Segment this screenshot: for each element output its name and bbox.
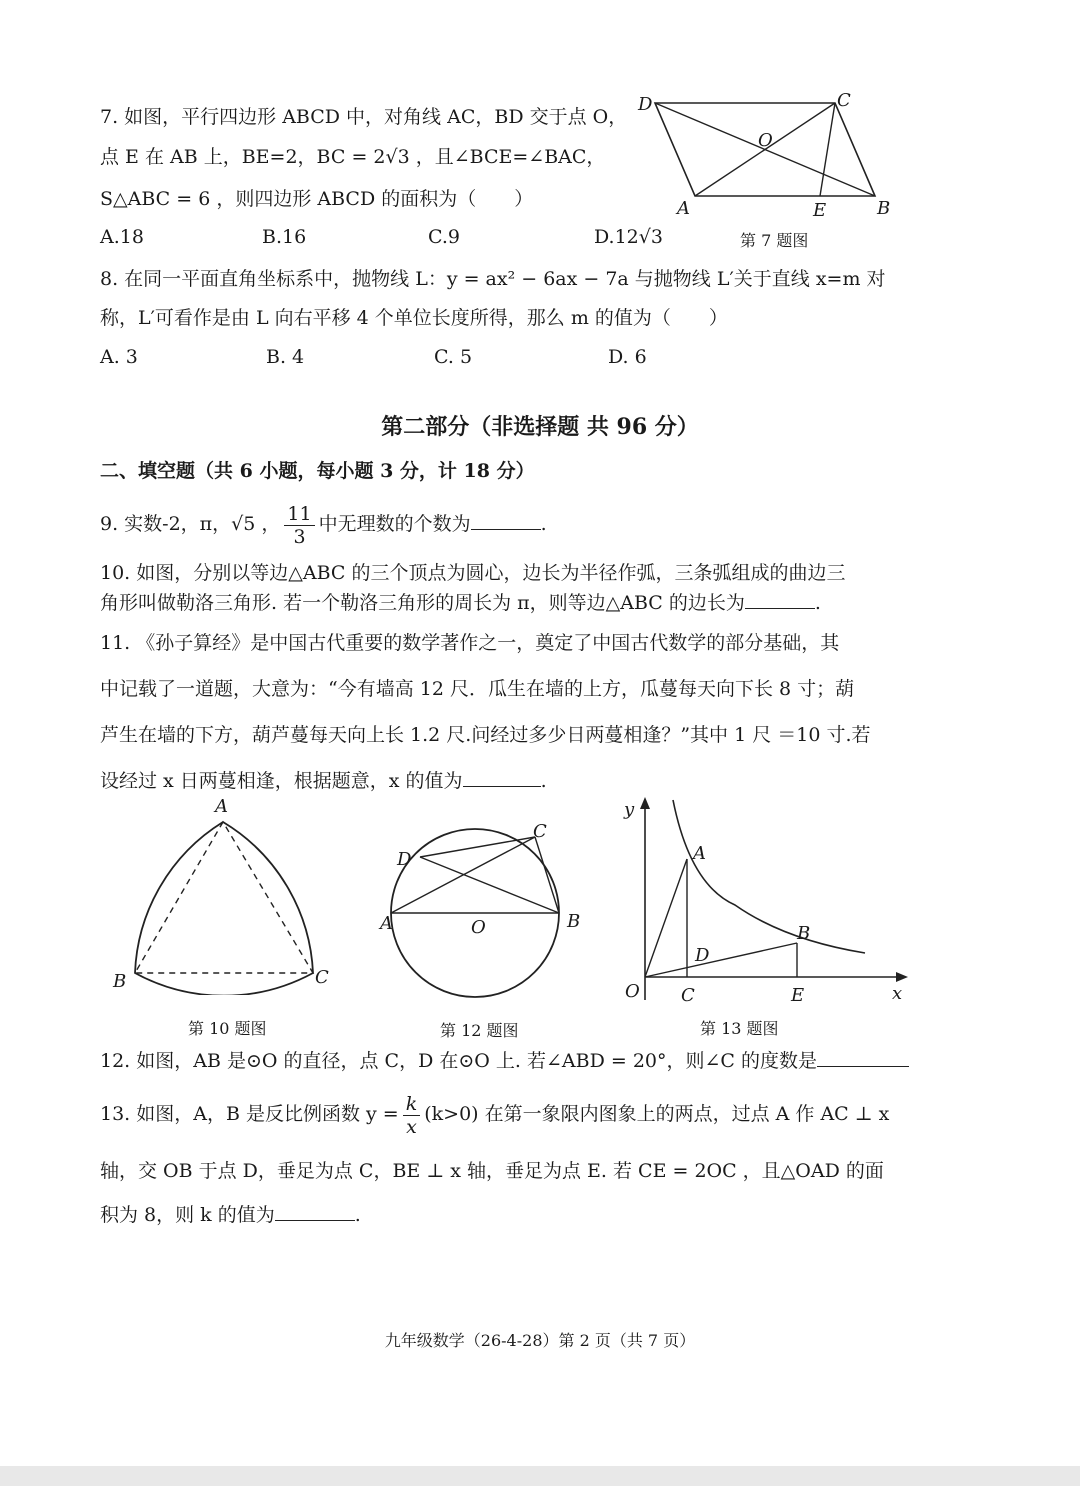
- q11-answer-blank: [463, 770, 541, 787]
- q11-line4: 设经过 x 日两蔓相逢，根据题意，x 的值为 .: [100, 770, 547, 792]
- fig12-label-b: B: [567, 911, 581, 932]
- fig7-label-c: C: [837, 90, 851, 111]
- q11-line3: 芦生在墙的下方，葫芦蔓每天向上长 1.2 尺.问经过多少日两蔓相逢？”其中 1 尺 ＝10 寸.若: [100, 724, 871, 746]
- q9-frac-den: 3: [293, 525, 306, 548]
- q13-fraction: [403, 1093, 421, 1138]
- q11-line2: 中记载了一道题，大意为：“今有墙高 12 尺．瓜生在墙的上方，瓜蔓每天向下长 8 寸；葫: [100, 678, 855, 700]
- fig13-label-c: C: [681, 985, 695, 1006]
- q8-option-c: C. 5: [434, 346, 473, 368]
- fig10-caption: 第 10 题图: [188, 1019, 267, 1038]
- q12-text: 12. 如图，AB 是⊙O 的直径，点 C，D 在⊙O 上. 若∠ABD = 20°，则∠C 的度数是: [100, 1050, 817, 1072]
- q9-answer-blank: [471, 513, 541, 530]
- q13-prefix: 13. 如图，A，B 是反比例函数 y =: [100, 1103, 399, 1125]
- q11-line4-text: 设经过 x 日两蔓相逢，根据题意，x 的值为: [100, 770, 463, 792]
- fig10-label-c: C: [315, 967, 329, 988]
- q9-frac-num: 11: [284, 503, 314, 526]
- fig13-graph: [615, 795, 915, 1010]
- q10-answer-blank: [745, 592, 815, 609]
- q12-line: [100, 1048, 909, 1074]
- q13-line3-text: 积为 8，则 k 的值为: [100, 1204, 275, 1226]
- q13-suffix: (k>0) 在第一象限内图象上的两点，过点 A 作 AC ⊥ x: [424, 1103, 890, 1125]
- q13-frac-den: x: [406, 1115, 417, 1138]
- q13-line2: 轴，交 OB 于点 D，垂足为点 C，BE ⊥ x 轴，垂足为点 E. 若 CE = 2OC ，且△OAD 的面: [100, 1160, 884, 1182]
- fill-section-header: 二、填空题（共 6 小题，每小题 3 分，计 18 分）: [100, 460, 535, 482]
- fig7-label-d: D: [638, 94, 653, 115]
- fig12-caption: 第 12 题图: [440, 1021, 519, 1040]
- fig12-circle: [375, 815, 595, 1015]
- fig12-label-a: A: [380, 913, 393, 934]
- fig10-label-b: B: [113, 971, 127, 992]
- q11-line1: 11. 《孙子算经》是中国古代重要的数学著作之一，奠定了中国古代数学的部分基础，其: [100, 632, 840, 654]
- q10-line2-text: 角形叫做勒洛三角形. 若一个勒洛三角形的周长为 π，则等边△ABC 的边长为: [100, 592, 745, 614]
- fig7-label-b: B: [877, 198, 891, 219]
- fig13-label-y: y: [624, 799, 635, 820]
- fig13-label-b: B: [797, 923, 811, 944]
- q7-line1: 7. 如图，平行四边形 ABCD 中，对角线 AC，BD 交于点 O，: [100, 106, 628, 128]
- q12-answer-blank: [817, 1050, 909, 1067]
- q13-line1: [100, 1090, 889, 1138]
- q13-line3: 积为 8，则 k 的值为 .: [100, 1204, 361, 1226]
- fig10-label-a: A: [215, 796, 228, 817]
- fig13-label-x: x: [892, 983, 903, 1004]
- q7-line3: S△ABC = 6 ，则四边形 ABCD 的面积为（ ）: [100, 188, 534, 210]
- section-title: 第二部分（非选择题 共 96 分）: [381, 414, 699, 440]
- fig7-label-e: E: [813, 200, 827, 221]
- fig13-label-d: D: [695, 945, 710, 966]
- bottom-edge-bar: [0, 1466, 1080, 1486]
- fig10-reuleaux-triangle: [105, 795, 345, 995]
- q7-line2: 点 E 在 AB 上，BE=2，BC = 2√3 ，且∠BCE=∠BAC，: [100, 146, 606, 168]
- q8-option-d: D. 6: [608, 346, 647, 368]
- q7-option-a: A.18: [100, 226, 144, 248]
- fig12-label-d: D: [397, 849, 412, 870]
- q10-line1: 10. 如图，分别以等边△ABC 的三个顶点为圆心，边长为半径作弧，三条弧组成的曲边三: [100, 562, 846, 584]
- q10-line2: 角形叫做勒洛三角形. 若一个勒洛三角形的周长为 π，则等边△ABC 的边长为 .: [100, 592, 821, 614]
- q13-frac-num: k: [403, 1093, 421, 1116]
- fig12-label-c: C: [533, 821, 547, 842]
- q9-suffix: 中无理数的个数为: [318, 513, 471, 535]
- fig7-label-o: O: [758, 130, 773, 151]
- fig13-label-e: E: [791, 985, 805, 1006]
- q9-line: 9. 实数-2，π，√5 ， $\frac{11}{3}$ 中无理数的个数为 .: [100, 502, 547, 548]
- q7-option-b: B.16: [262, 226, 307, 248]
- q7-option-c: C.9: [428, 226, 460, 248]
- q13-answer-blank: [275, 1204, 355, 1221]
- q9-fraction: [284, 503, 314, 548]
- q8-option-a: A. 3: [100, 346, 138, 368]
- q9-prefix: 9. 实数-2，π，√5 ，: [100, 513, 281, 535]
- fig13-caption: 第 13 题图: [700, 1019, 779, 1038]
- q8-option-b: B. 4: [266, 346, 305, 368]
- page-footer: 九年级数学（26-4-28）第 2 页（共 7 页）: [384, 1331, 696, 1350]
- fig13-label-a: A: [693, 843, 706, 864]
- fig7-caption: 第 7 题图: [740, 231, 809, 250]
- fig12-label-o: O: [471, 917, 486, 938]
- q7-option-d: D.12√3: [594, 226, 663, 248]
- fig7-parallelogram: [630, 88, 900, 223]
- q8-line1: 8. 在同一平面直角坐标系中，抛物线 L：y = ax² − 6ax − 7a 与抛物线 L′关于直线 x=m 对: [100, 268, 886, 290]
- fig13-label-o: O: [625, 981, 640, 1002]
- fig7-label-a: A: [677, 198, 690, 219]
- q8-line2: 称，L′可看作是由 L 向右平移 4 个单位长度所得，那么 m 的值为（ ）: [100, 307, 728, 329]
